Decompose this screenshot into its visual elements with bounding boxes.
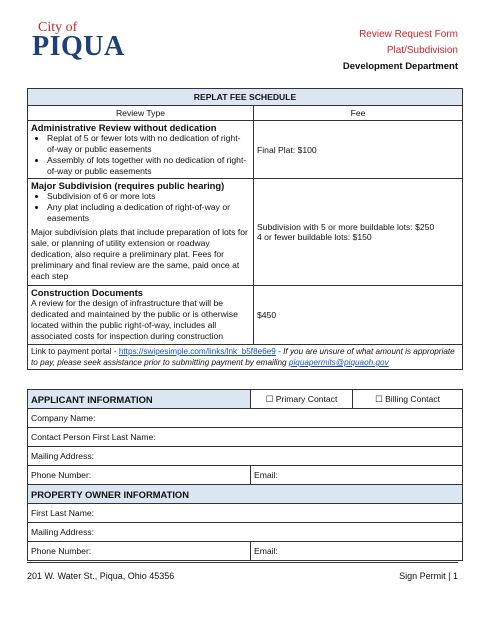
owner-phone-field[interactable]: Phone Number: [28, 542, 251, 561]
admin-review-title: Administrative Review without dedication [31, 122, 217, 133]
payment-portal-link[interactable]: https://swipesimple.com/links/lnk_b5f8e6e9 [118, 347, 276, 356]
page-footer [27, 562, 458, 581]
owner-info-title: PROPERTY OWNER INFORMATION [28, 485, 463, 504]
owner-name-field[interactable]: First Last Name: [28, 504, 463, 523]
primary-contact-label: Primary Contact [275, 393, 338, 404]
owner-email-field[interactable]: Email: [251, 542, 463, 561]
admin-review-row [28, 121, 463, 179]
footer-page: Sign Permit | 1 [399, 571, 458, 581]
primary-contact-option[interactable] [251, 390, 353, 409]
department-name: Development Department [342, 61, 458, 72]
major-subdivision-description: Major subdivision plats that include preparation of lots for sale, or planning of utility extension or roadway dedication, also require a preliminary plat. Fees for preliminary and final review are the same, paid once at each step [31, 227, 248, 281]
construction-documents-description: A review for the design of infrastructure that will be dedicated and maintained by the public or is otherwise located within the public right-of-way, includes all associated costs for inspection during construction [31, 298, 238, 341]
applicant-info-title: APPLICANT INFORMATION [28, 390, 251, 409]
payment-separator: - [275, 347, 284, 356]
construction-documents-title: Construction Documents [31, 287, 143, 298]
payment-info [28, 345, 463, 370]
logo-city-text: City of [38, 20, 78, 35]
logo-piqua-text: PIQUA [32, 31, 125, 62]
city-of-piqua-logo [32, 20, 152, 64]
fee-schedule-table [27, 88, 463, 370]
major-subdivision-title: Major Subdivision (requires public hearing) [31, 180, 225, 191]
major-fee-line-1: Subdivision with 5 or more buildable lots: $250 [257, 222, 435, 232]
list-item: • Replat of 5 or fewer lots with no dedication of right-of-way or public easements [47, 133, 250, 155]
footer-address: 201 W. Water St., Piqua, Ohio 45356 [27, 571, 175, 581]
major-subdivision-bullets [31, 191, 250, 224]
billing-contact-option[interactable] [353, 390, 463, 409]
applicant-owner-table [27, 389, 463, 561]
admin-review-fee: Final Plat: $100 [254, 121, 463, 179]
fee-schedule-title: REPLAT FEE SCHEDULE [28, 89, 463, 106]
applicant-phone-field[interactable]: Phone Number: [28, 466, 251, 485]
checkbox-icon[interactable]: ☐ [265, 393, 274, 404]
payment-note: If you are unsure of what amount is appropriate to pay, please seek assistance prior to submitting payment by emailing [31, 347, 455, 367]
form-header [343, 27, 458, 75]
checkbox-icon[interactable]: ☐ [374, 393, 383, 404]
admin-review-bullets [31, 133, 250, 177]
list-item: • Any plat including a dedication of right-of-way or easements [47, 202, 250, 224]
major-subdivision-row [28, 179, 463, 286]
form-title: Review Request Form [359, 29, 458, 40]
billing-contact-label: Billing Contact [385, 393, 441, 404]
list-item: • Assembly of lots together with no dedication of right-of-way or public easements [47, 155, 250, 177]
construction-documents-fee: $450 [254, 286, 463, 345]
major-fee-line-2: 4 or fewer buildable lots: $150 [257, 232, 372, 242]
col-review-type: Review Type [28, 106, 254, 121]
owner-mailing-field[interactable]: Mailing Address: [28, 523, 463, 542]
applicant-mailing-field[interactable]: Mailing Address: [28, 447, 463, 466]
col-fee: Fee [254, 106, 463, 121]
construction-documents-row [28, 286, 463, 345]
applicant-email-field[interactable]: Email: [251, 466, 463, 485]
payment-prefix: Link to payment portal - [31, 347, 119, 356]
permits-email-link[interactable]: piquapermits@piquaoh.gov [288, 358, 389, 367]
contact-person-field[interactable]: Contact Person First Last Name: [28, 428, 463, 447]
list-item: • Subdivision of 6 or more lots [47, 191, 250, 202]
form-subtitle: Plat/Subdivision [386, 45, 458, 56]
company-name-field[interactable]: Company Name: [28, 409, 463, 428]
